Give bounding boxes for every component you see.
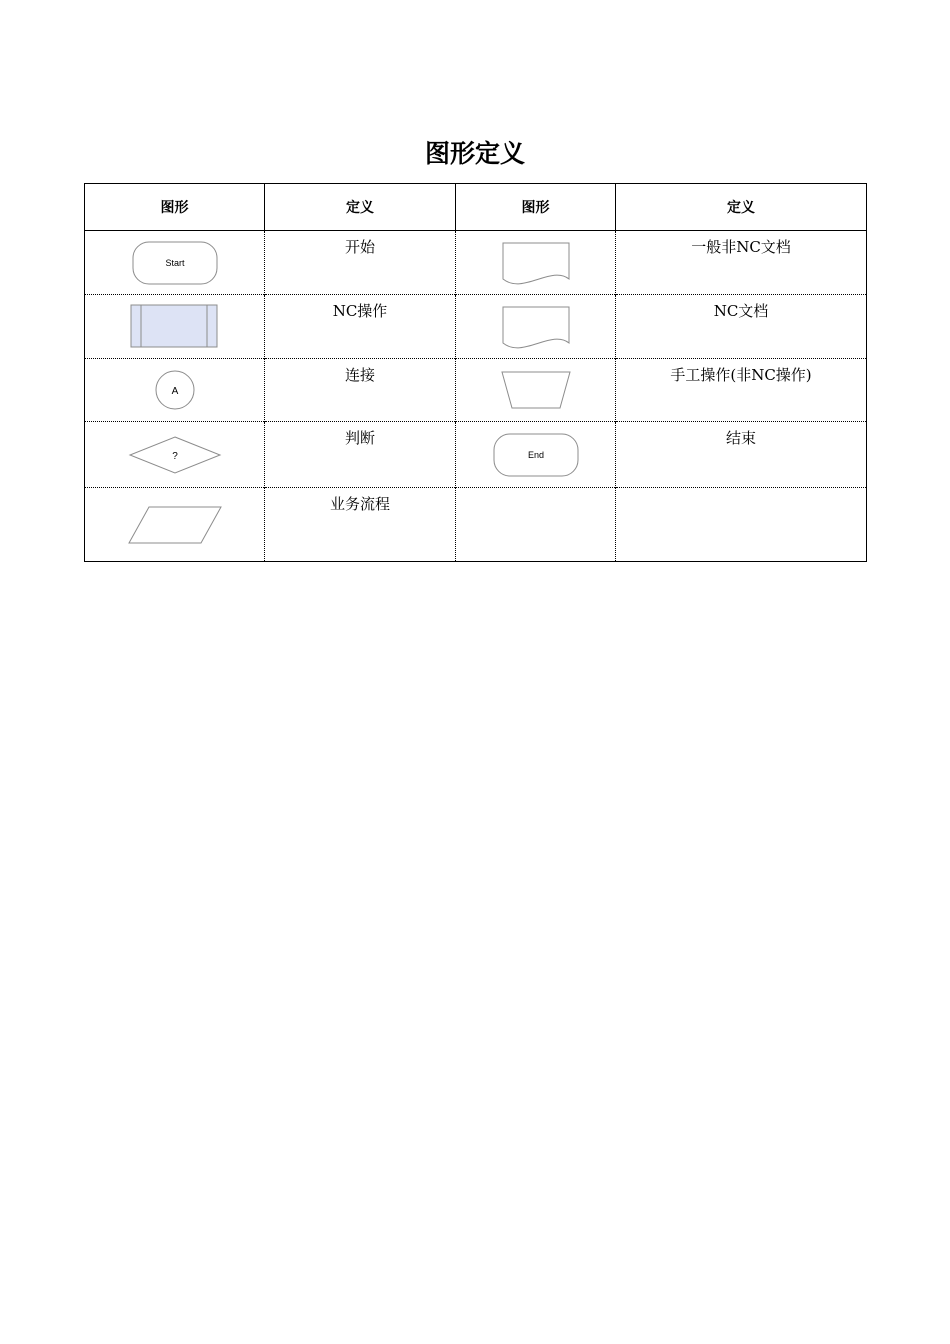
shape-cell (85, 295, 265, 359)
definition-cell: 手工操作(非NC操作) (616, 359, 867, 422)
definition-cell (616, 488, 867, 562)
shape-cell (85, 422, 265, 488)
shape-cell (456, 422, 616, 488)
definition-cell: 业务流程 (265, 488, 456, 562)
table-row (85, 488, 867, 562)
terminator-shape-icon (132, 241, 218, 285)
definition-cell: 结束 (616, 422, 867, 488)
predefined-process-shape-icon (130, 304, 220, 350)
definition-cell: 判断 (265, 422, 456, 488)
shape-cell (456, 359, 616, 422)
document-shape-icon (501, 305, 571, 349)
shape-cell (456, 295, 616, 359)
shape-label: A (171, 386, 178, 397)
manual-operation-shape-icon (500, 370, 572, 410)
definition-cell: NC文档 (616, 295, 867, 359)
data-parallelogram-shape-icon (127, 505, 223, 545)
shape-label: End (527, 449, 544, 460)
header-shape-1: 图形 (85, 184, 265, 231)
page-title: 图形定义 (424, 139, 525, 168)
table-row (85, 359, 867, 422)
decision-shape-icon (128, 435, 222, 475)
connector-shape-icon (154, 369, 196, 411)
table-header-row (85, 184, 867, 231)
shape-cell (456, 231, 616, 295)
header-shape-2: 图形 (456, 184, 616, 231)
table-row (85, 295, 867, 359)
header-definition-1: 定义 (265, 184, 456, 231)
shape-label: Start (164, 257, 185, 268)
definition-table (84, 183, 867, 562)
definition-cell: 开始 (265, 231, 456, 295)
header-definition-2: 定义 (616, 184, 867, 231)
shape-cell (85, 359, 265, 422)
table-row (85, 422, 867, 488)
definition-cell: NC操作 (265, 295, 456, 359)
shape-label: ? (171, 450, 178, 462)
terminator-shape-icon (493, 433, 579, 477)
shape-cell (85, 488, 265, 562)
shape-cell (85, 231, 265, 295)
document-shape-icon (501, 241, 571, 285)
shape-cell (456, 488, 616, 562)
table-row (85, 231, 867, 295)
definition-cell: 一般非NC文档 (616, 231, 867, 295)
definition-cell: 连接 (265, 359, 456, 422)
